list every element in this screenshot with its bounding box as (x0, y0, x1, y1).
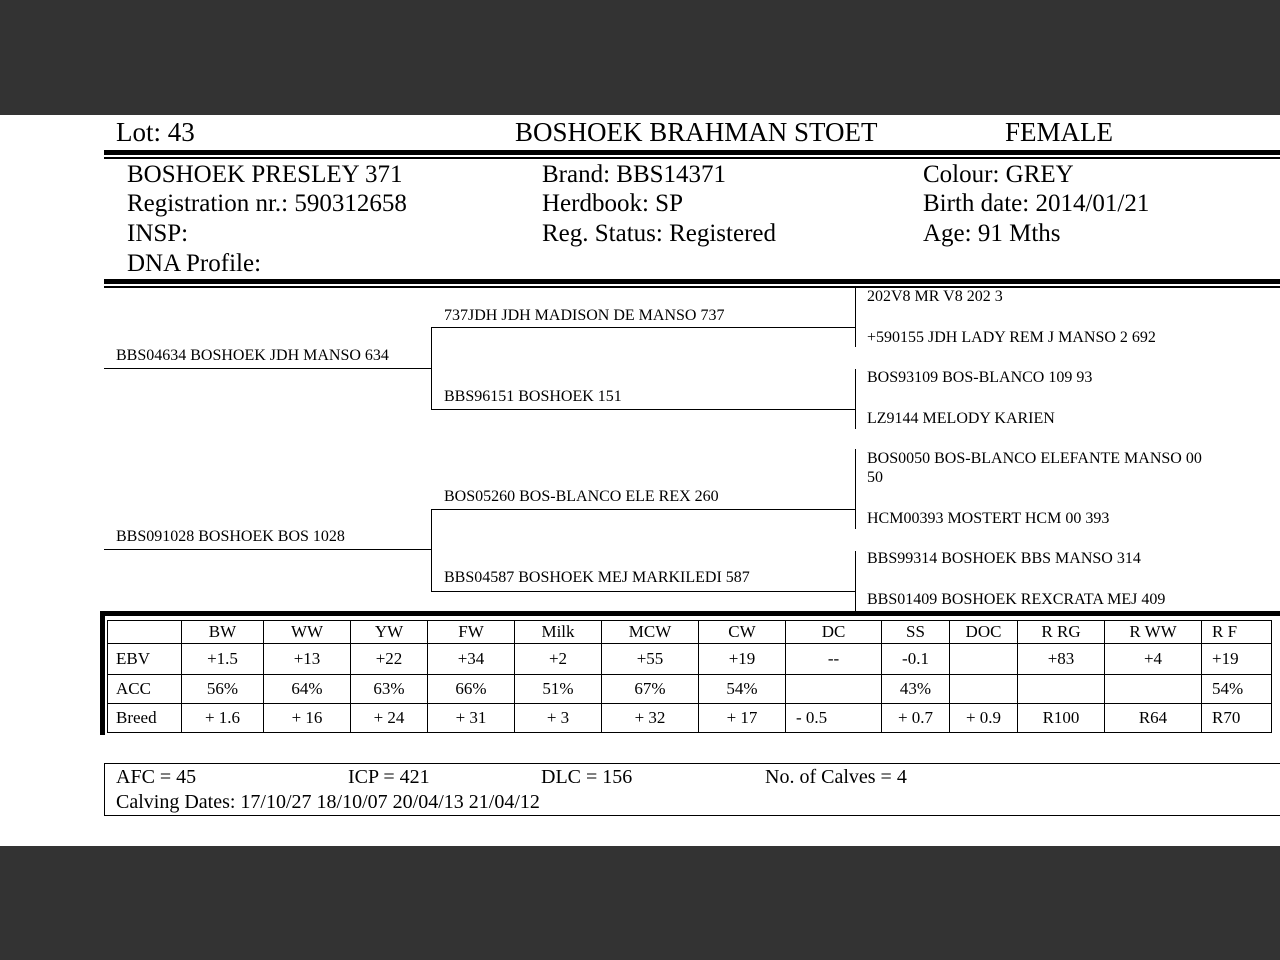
ebv-cell (950, 644, 1018, 675)
breed-cell: R70 (1202, 704, 1272, 733)
page-title: BOSHOEK BRAHMAN STOET (515, 117, 878, 147)
breed-cell: + 17 (699, 704, 786, 733)
animal-name: BOSHOEK PRESLEY 371 (127, 161, 403, 188)
ebv-left-rule (100, 611, 105, 735)
acc-cell: 56% (182, 675, 264, 704)
age-value: Age: 91 Mths (923, 220, 1061, 247)
acc-cell: 63% (351, 675, 428, 704)
calving-dates: Calving Dates: 17/10/27 18/10/07 20/04/13 21/04/12 (116, 791, 540, 813)
ebv-cell: +2 (515, 644, 602, 675)
breed-cell: + 32 (602, 704, 699, 733)
breed-cell: + 1.6 (182, 704, 264, 733)
breed-row (108, 704, 1272, 733)
breed-cell: + 24 (351, 704, 428, 733)
pedigree-connector (431, 327, 432, 409)
ebv-header-cell: R WW (1105, 621, 1202, 644)
acc-cell: 66% (428, 675, 515, 704)
ebv-cell: +19 (1202, 644, 1272, 675)
pedigree-line (104, 549, 431, 550)
pedigree-connector (855, 551, 856, 611)
pedigree-line (431, 591, 855, 592)
ebv-top-rule (100, 611, 1280, 616)
pedigree-line (431, 409, 855, 410)
calves-count: No. of Calves = 4 (765, 766, 907, 788)
ebv-table (107, 620, 1272, 733)
ebv-cell: +83 (1018, 644, 1105, 675)
pedigree-sire-sire: 737JDH JDH MADISON DE MANSO 737 (444, 307, 725, 324)
acc-cell: 64% (264, 675, 351, 704)
pedigree-dam: BBS091028 BOSHOEK BOS 1028 (116, 528, 345, 545)
pedigree-great-grandparent: BBS99314 BOSHOEK BBS MANSO 314 (867, 550, 1141, 567)
ebv-cell: +34 (428, 644, 515, 675)
ebv-cell: +22 (351, 644, 428, 675)
acc-cell (786, 675, 882, 704)
catalogue-page (0, 115, 1280, 846)
ebv-header-cell: DC (786, 621, 882, 644)
acc-cell: 43% (882, 675, 950, 704)
pedigree-sire-dam: BBS96151 BOSHOEK 151 (444, 388, 622, 405)
ebv-cell: +4 (1105, 644, 1202, 675)
pedigree-great-grandparent-cont: 50 (867, 469, 883, 486)
colour-value: Colour: GREY (923, 161, 1074, 188)
birth-date-value: Birth date: 2014/01/21 (923, 190, 1150, 217)
header-rule-thin (104, 157, 1280, 159)
breed-cell: + 0.7 (882, 704, 950, 733)
pedigree-dam-dam: BBS04587 BOSHOEK MEJ MARKILEDI 587 (444, 569, 750, 586)
breed-cell: + 16 (264, 704, 351, 733)
acc-cell (1105, 675, 1202, 704)
ebv-cell: +55 (602, 644, 699, 675)
pedigree-sire: BBS04634 BOSHOEK JDH MANSO 634 (116, 347, 389, 364)
ebv-header-cell: MCW (602, 621, 699, 644)
ebv-row (108, 644, 1272, 675)
pedigree-line (431, 509, 855, 510)
pedigree-connector (855, 369, 856, 429)
pedigree-great-grandparent: HCM00393 MOSTERT HCM 00 393 (867, 510, 1110, 527)
breed-cell: + 3 (515, 704, 602, 733)
dna-profile-label: DNA Profile: (127, 250, 262, 277)
pedigree-great-grandparent: LZ9144 MELODY KARIEN (867, 410, 1055, 427)
ebv-cell: -- (786, 644, 882, 675)
ebv-header-row (108, 621, 1272, 644)
afc-value: AFC = 45 (116, 766, 197, 788)
pedigree-great-grandparent: 202V8 MR V8 202 3 (867, 288, 1003, 305)
pedigree-great-grandparent: +590155 JDH LADY REM J MANSO 2 692 (867, 329, 1156, 346)
header-rule-thick (104, 150, 1280, 155)
acc-cell (1018, 675, 1105, 704)
ebv-header-cell (108, 621, 182, 644)
ebv-cell: +13 (264, 644, 351, 675)
acc-cell: 54% (1202, 675, 1272, 704)
pedigree-great-grandparent: BOS93109 BOS-BLANCO 109 93 (867, 369, 1093, 386)
acc-row (108, 675, 1272, 704)
acc-cell: 51% (515, 675, 602, 704)
insp-label: INSP: (127, 220, 189, 247)
pedigree-great-grandparent: BOS0050 BOS-BLANCO ELEFANTE MANSO 00 (867, 450, 1202, 467)
ebv-header-cell: BW (182, 621, 264, 644)
breed-cell: + 31 (428, 704, 515, 733)
breed-row-label: Breed (108, 704, 182, 733)
pedigree-connector (431, 509, 432, 591)
brand-value: Brand: BBS14371 (542, 161, 727, 188)
ebv-cell: +19 (699, 644, 786, 675)
ebv-header-cell: CW (699, 621, 786, 644)
breed-cell: + 0.9 (950, 704, 1018, 733)
ebv-header-cell: Milk (515, 621, 602, 644)
ebv-header-cell: WW (264, 621, 351, 644)
info-rule-thin (104, 286, 1280, 288)
ebv-header-cell: R F (1202, 621, 1272, 644)
pedigree-great-grandparent: BBS01409 BOSHOEK REXCRATA MEJ 409 (867, 591, 1166, 608)
info-rule-thick (104, 279, 1280, 284)
herdbook-value: Herdbook: SP (542, 190, 683, 217)
icp-value: ICP = 421 (348, 766, 430, 788)
ebv-header-cell: FW (428, 621, 515, 644)
registration-number: Registration nr.: 590312658 (127, 190, 407, 217)
ebv-header-cell: R RG (1018, 621, 1105, 644)
lot-number: Lot: 43 (116, 117, 195, 147)
breed-cell: R100 (1018, 704, 1105, 733)
pedigree-connector (855, 287, 856, 347)
breed-cell: R64 (1105, 704, 1202, 733)
pedigree-line (431, 327, 855, 328)
ebv-row-label: EBV (108, 644, 182, 675)
dlc-value: DLC = 156 (541, 766, 633, 788)
ebv-cell: -0.1 (882, 644, 950, 675)
pedigree-connector (855, 449, 856, 529)
ebv-header-cell: SS (882, 621, 950, 644)
pedigree-dam-sire: BOS05260 BOS-BLANCO ELE REX 260 (444, 488, 719, 505)
sex-label: FEMALE (1005, 117, 1113, 147)
acc-cell: 67% (602, 675, 699, 704)
ebv-header-cell: YW (351, 621, 428, 644)
reg-status-value: Reg. Status: Registered (542, 220, 776, 247)
pedigree-line (104, 368, 431, 369)
acc-cell (950, 675, 1018, 704)
ebv-cell: +1.5 (182, 644, 264, 675)
acc-row-label: ACC (108, 675, 182, 704)
acc-cell: 54% (699, 675, 786, 704)
ebv-header-cell: DOC (950, 621, 1018, 644)
breed-cell: - 0.5 (786, 704, 882, 733)
